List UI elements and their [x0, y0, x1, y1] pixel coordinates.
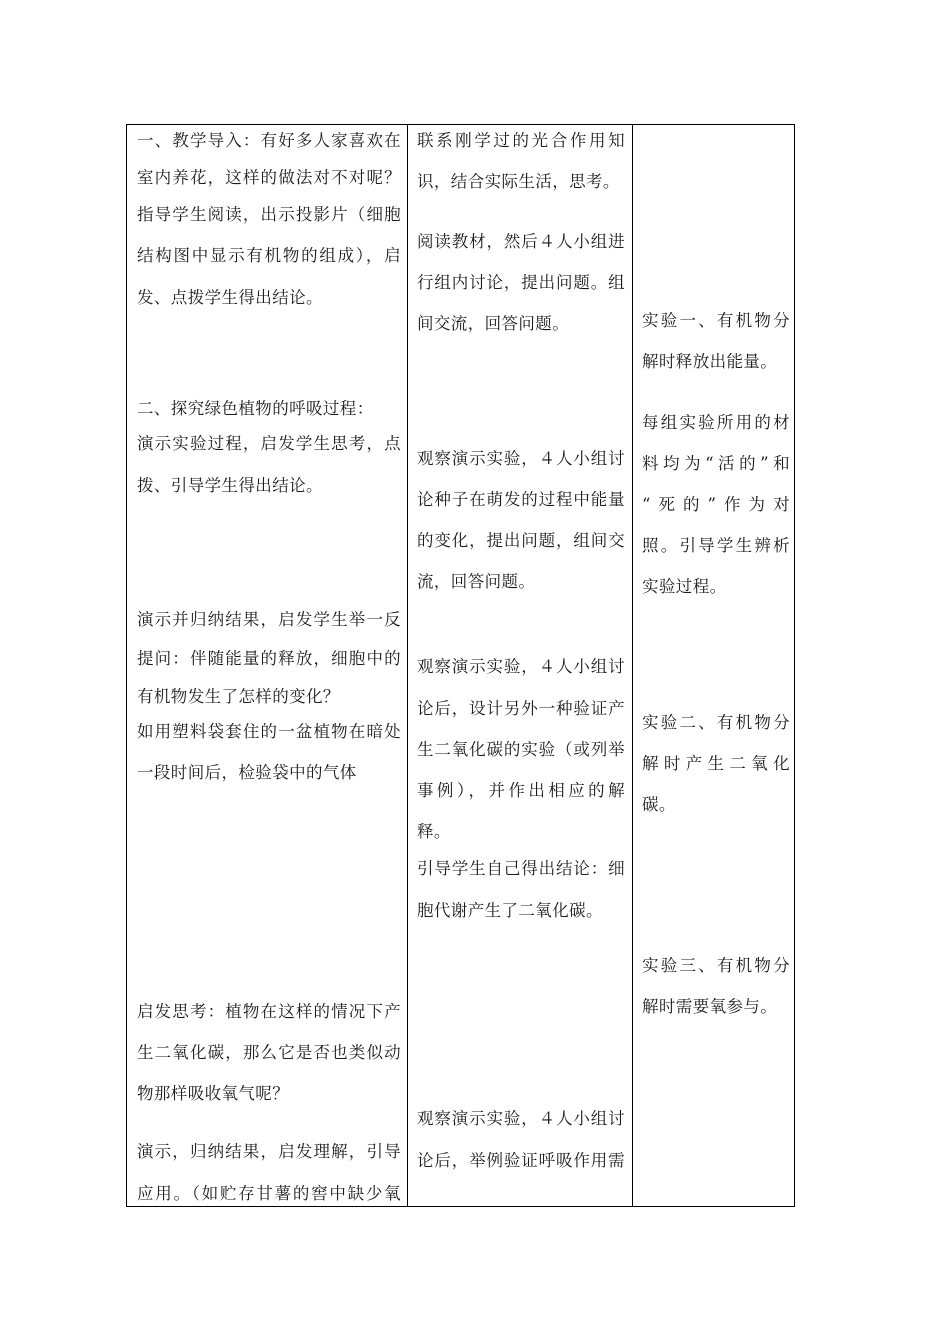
col3-line: 料均为“活的”和	[642, 454, 790, 473]
col1-line: 二、探究绿色植物的呼吸过程：	[137, 399, 374, 418]
col2-line: 间交流，回答问题。	[417, 314, 570, 333]
lesson-table	[126, 124, 795, 1207]
col1-line: 发、点拨学生得出结论。	[137, 288, 323, 307]
col2-line: 观察演示实验，４人小组讨	[417, 449, 625, 468]
col2-line: 论后，设计另外一种验证产	[417, 699, 625, 718]
col1-line: 启发思考：植物在这样的情况下产	[137, 1002, 401, 1021]
col2-line: 胞代谢产生了二氧化碳。	[417, 901, 603, 920]
col1-line: 演示并归纳结果，启发学生举一反	[137, 610, 401, 629]
col3-line: 照。引导学生辨析	[642, 536, 790, 555]
col2-line: 的变化，提出问题，组间交	[417, 531, 625, 550]
col1-line: 结构图中显示有机物的组成），启	[137, 246, 401, 265]
col3-line: 实验二、有机物分	[642, 713, 790, 732]
col2-line: 观察演示实验，４人小组讨	[417, 657, 625, 676]
col2-line: 联系刚学过的光合作用知	[417, 131, 625, 150]
col2-line: 流，回答问题。	[417, 572, 536, 591]
col1-line: 生二氧化碳，那么它是否也类似动	[137, 1043, 401, 1062]
col3-line: 解时产生二氧化	[642, 754, 790, 773]
col3-line: 解时释放出能量。	[642, 352, 778, 371]
col3-line: 解时需要氧参与。	[642, 997, 778, 1016]
col2-line: 识，结合实际生活，思考。	[417, 172, 620, 191]
col2-line: 观察演示实验，４人小组讨	[417, 1109, 625, 1128]
col3-line: 实验过程。	[642, 577, 727, 596]
col3-line: 实验一、有机物分	[642, 311, 790, 330]
column-divider-1	[407, 125, 408, 1206]
col2-line: 行组内讨论，提出问题。组	[417, 273, 625, 292]
col1-line: 有机物发生了怎样的变化？	[137, 687, 340, 706]
col1-line: 应用。（如贮存甘薯的窖中缺少氧	[137, 1184, 401, 1203]
col3-line: 碳。	[642, 795, 676, 814]
col2-line: 阅读教材，然后４人小组进	[417, 232, 625, 251]
col1-line: 演示，归纳结果，启发理解，引导	[137, 1142, 401, 1161]
col2-line: 论种子在萌发的过程中能量	[417, 490, 625, 509]
col2-line: 论后，举例验证呼吸作用需	[417, 1151, 625, 1170]
col1-line: 指导学生阅读，出示投影片（细胞	[137, 205, 401, 224]
col1-line: 演示实验过程，启发学生思考，点	[137, 434, 401, 453]
col1-line: 一段时间后，检验袋中的气体	[137, 763, 357, 782]
col2-line: 引导学生自己得出结论：细	[417, 859, 625, 878]
column-divider-2	[632, 125, 633, 1206]
col2-line: 事例），并作出相应的解	[417, 781, 625, 800]
col1-line: 提问：伴随能量的释放，细胞中的	[137, 649, 401, 668]
col3-line: 每组实验所用的材	[642, 413, 790, 432]
col1-line: 一、教学导入：有好多人家喜欢在	[137, 131, 401, 150]
col1-line: 室内养花，这样的做法对不对呢？	[137, 168, 401, 187]
col3-line: 实验三、有机物分	[642, 956, 790, 975]
col1-line: 物那样吸收氧气呢？	[137, 1084, 290, 1103]
col2-line: 生二氧化碳的实验（或列举	[417, 740, 625, 759]
col2-line: 释。	[417, 822, 451, 841]
col1-line: 如用塑料袋套住的一盆植物在暗处	[137, 722, 401, 741]
col3-line: “死的”作为对	[642, 495, 790, 514]
col1-line: 拨、引导学生得出结论。	[137, 476, 323, 495]
